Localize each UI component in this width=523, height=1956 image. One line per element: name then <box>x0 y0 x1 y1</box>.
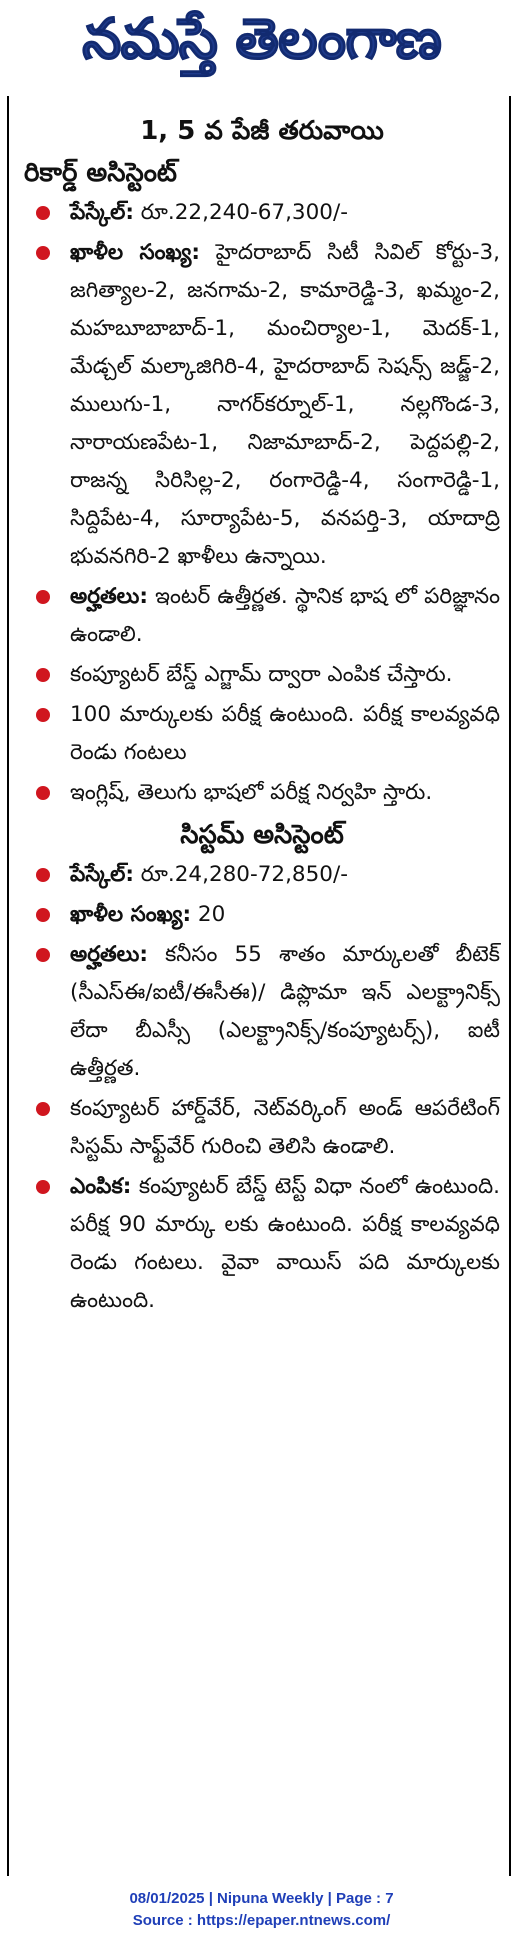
footer-source-line: Source : https://epaper.ntnews.com/ <box>132 1912 391 1929</box>
item-text: కంప్యూటర్‌ బేస్డ్‌ ఎగ్జామ్‌ ద్వారా ఎంపిక చేస్తారు. <box>70 662 453 687</box>
list-item <box>24 896 500 934</box>
section-heading-system-assistant: సిస్టమ్‌ అసిస్టెంట్‌ <box>180 820 344 850</box>
list-item <box>24 696 500 772</box>
list-item <box>24 856 500 894</box>
bullet-icon <box>36 206 50 220</box>
list-item <box>24 194 500 232</box>
bullet-icon <box>36 246 50 260</box>
list-item <box>24 1168 500 1320</box>
footer <box>0 1888 523 1932</box>
newspaper-title: నమస్తే తెలంగాణ <box>82 6 441 72</box>
section-heading-record-assistant: రికార్డ్‌ అసిస్టెంట్‌ <box>24 158 177 188</box>
bullet-icon <box>36 868 50 882</box>
footer-date-line: 08/01/2025 | Nipuna Weekly | Page : 7 <box>129 1890 394 1907</box>
item-text: 100 మార్కులకు పరీక్ష ఉంటుంది. పరీక్ష కాలవ్యవధి రెండు గంటలు <box>70 702 500 765</box>
bullet-icon <box>36 1102 50 1116</box>
item-text: కంప్యూటర్‌ బేస్డ్‌ టెస్ట్‌ విధా నంలో ఉంటుంది. పరీక్ష 90 మార్కు లకు ఉంటుంది. పరీక్ష కాలవ్యవధి రెండు గంటలు. వైవా వాయిస్‌ పది మార్కులకు ఉంటుంది. <box>70 1174 500 1313</box>
continuation-heading: 1, 5 వ పేజీ తరువాయి <box>140 116 384 146</box>
item-label: పేస్కేల్‌: <box>70 200 134 225</box>
item-text: కనీసం 55 శాతం మార్కులతో బీటెక్‌ (సీఎస్‌ఈ/ఐటీ/ఈసీఈ)/ డిప్లొమా ఇన్‌ ఎలక్ట్రానిక్స్‌ లేదా బీఎస్సీ (ఎలక్ట్రానిక్స్‌/కంప్యూటర్స్‌), ఐటీ ఉత్తీర్ణత. <box>70 942 500 1081</box>
bullet-icon <box>36 786 50 800</box>
article-body <box>24 108 500 1322</box>
masthead <box>0 0 523 92</box>
bullet-icon <box>36 1180 50 1194</box>
item-label: ఎంపిక: <box>70 1174 132 1199</box>
item-text: 20 <box>191 902 226 927</box>
item-text: హైదరాబాద్‌ సిటీ సివిల్‌ కోర్టు-3, జగిత్యాల-2, జనగామ-2, కామారెడ్డి-3, ఖమ్మం-2, మహబూబాబాద్‌-1, మంచిర్యాల-1, మెదక్‌-1, మేడ్చల్‌ మల్కాజిగిరి-4, హైదరాబాద్‌ సెషన్స్‌ జడ్జ్‌-2, ములుగు-1, నాగర్‌కర్నూల్‌-1, నల్లగొండ-3, నారాయణపేట-1, నిజామాబాద్‌-2, పెద్దపల్లి-2, రాజన్న సిరిసిల్ల-2, రంగారెడ్డి-4, సంగారెడ్డి-1, సిద్దిపేట-4, సూర్యాపేట-5, వనపర్తి-3, యాదాద్రి భువనగిరి-2 ఖాళీలు ఉన్నాయి. <box>70 240 500 569</box>
item-label: అర్హతలు: <box>70 942 148 967</box>
item-text: రూ.22,240-67,300/- <box>133 200 348 225</box>
bullet-icon <box>36 948 50 962</box>
list-item <box>24 656 500 694</box>
item-text: రూ.24,280-72,850/- <box>133 862 348 887</box>
item-label: అర్హతలు: <box>70 584 148 609</box>
list-item <box>24 234 500 576</box>
list-item <box>24 936 500 1088</box>
item-text: ఇంటర్‌ ఉత్తీర్ణత. స్థానిక భాష లో పరిజ్ఞానం ఉండాలి. <box>70 584 500 647</box>
list-item <box>24 578 500 654</box>
item-label: ఖాళీల సంఖ్య: <box>70 902 192 927</box>
bullet-icon <box>36 668 50 682</box>
bullet-icon <box>36 908 50 922</box>
item-label: ఖాళీల సంఖ్య: <box>70 240 200 265</box>
list-item <box>24 774 500 812</box>
item-label: పేస్కేల్‌: <box>70 862 134 887</box>
item-text: ఇంగ్లిష్‌, తెలుగు భాషలో పరీక్ష నిర్వహి స్తారు. <box>70 780 433 805</box>
list-item <box>24 1090 500 1166</box>
item-text: కంప్యూటర్‌ హార్డ్‌వేర్‌, నెట్‌వర్కింగ్‌ అండ్‌ ఆపరేటింగ్‌ సిస్టమ్‌ సాఫ్ట్‌వేర్‌ గురించి తెలిసి ఉండాలి. <box>70 1096 500 1159</box>
bullet-icon <box>36 708 50 722</box>
bullet-icon <box>36 590 50 604</box>
